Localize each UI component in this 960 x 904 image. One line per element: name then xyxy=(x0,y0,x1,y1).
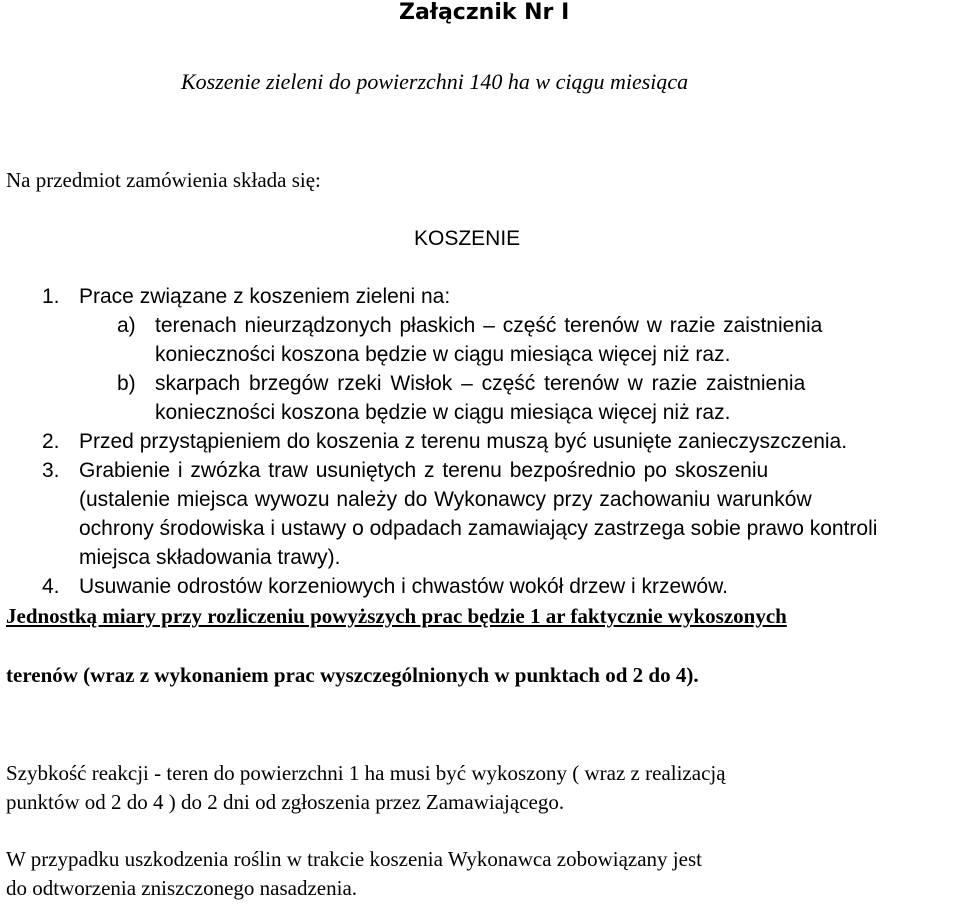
document-subtitle: Koszenie zieleni do powierzchni 140 ha w ciągu miesiąca xyxy=(181,69,689,94)
sub-list-item-line: konieczności koszona będzie w ciągu miesiąca więcej niż raz. xyxy=(155,343,731,366)
list-item-line: (ustalenie miejsca wywozu należy do Wykonawcy przy zachowaniu warunków xyxy=(79,488,812,511)
damage-clause-line: W przypadku uszkodzenia roślin w trakcie koszenia Wykonawca zobowiązany jest xyxy=(6,847,702,871)
reaction-time-line: Szybkość reakcji - teren do powierzchni 1 ha musi być wykoszony ( wraz z realizacją xyxy=(6,761,726,785)
list-item-line: ochrony środowiska i ustawy o odpadach zamawiający zastrzega sobie prawo kontroli xyxy=(79,517,878,540)
list-item-number: 4. xyxy=(42,575,60,598)
document-title: Załącznik Nr I xyxy=(399,0,570,25)
sub-list-item-line: konieczności koszona będzie w ciągu miesiąca więcej niż raz. xyxy=(155,401,731,424)
sub-list-item-letter: b) xyxy=(117,372,136,395)
list-item-line: Grabienie i zwózka traw usuniętych z terenu bezpośrednio po skoszeniu xyxy=(79,459,769,482)
measure-unit-line: Jednostką miary przy rozliczeniu powyższych prac będzie 1 ar faktycznie wykoszonych xyxy=(6,604,787,628)
list-item-text: Usuwanie odrostów korzeniowych i chwastów wokół drzew i krzewów. xyxy=(79,575,728,598)
list-item-number: 1. xyxy=(42,285,60,308)
list-item-text: Przed przystąpieniem do koszenia z terenu muszą być usunięte zanieczyszczenia. xyxy=(79,430,848,453)
section-heading: KOSZENIE xyxy=(414,227,521,250)
damage-clause-line: do odtworzenia zniszczonego nasadzenia. xyxy=(6,876,358,900)
list-item-line: miejsca składowania trawy). xyxy=(79,546,341,569)
list-item-text: Prace związane z koszeniem zieleni na: xyxy=(79,285,451,308)
list-item-number: 2. xyxy=(42,430,60,453)
list-item-number: 3. xyxy=(42,459,60,482)
reaction-time-line: punktów od 2 do 4 ) do 2 dni od zgłoszenia przez Zamawiającego. xyxy=(6,790,565,814)
sub-list-item-line: terenach nieurządzonych płaskich – część terenów w razie zaistnienia xyxy=(155,314,823,337)
sub-list-item-line: skarpach brzegów rzeki Wisłok – część terenów w razie zaistnienia xyxy=(155,372,806,395)
sub-list-item-letter: a) xyxy=(117,314,136,337)
measure-unit-line: terenów (wraz z wykonaniem prac wyszczególnionych w punktach od 2 do 4). xyxy=(6,663,699,687)
intro-text: Na przedmiot zamówienia składa się: xyxy=(6,168,321,192)
